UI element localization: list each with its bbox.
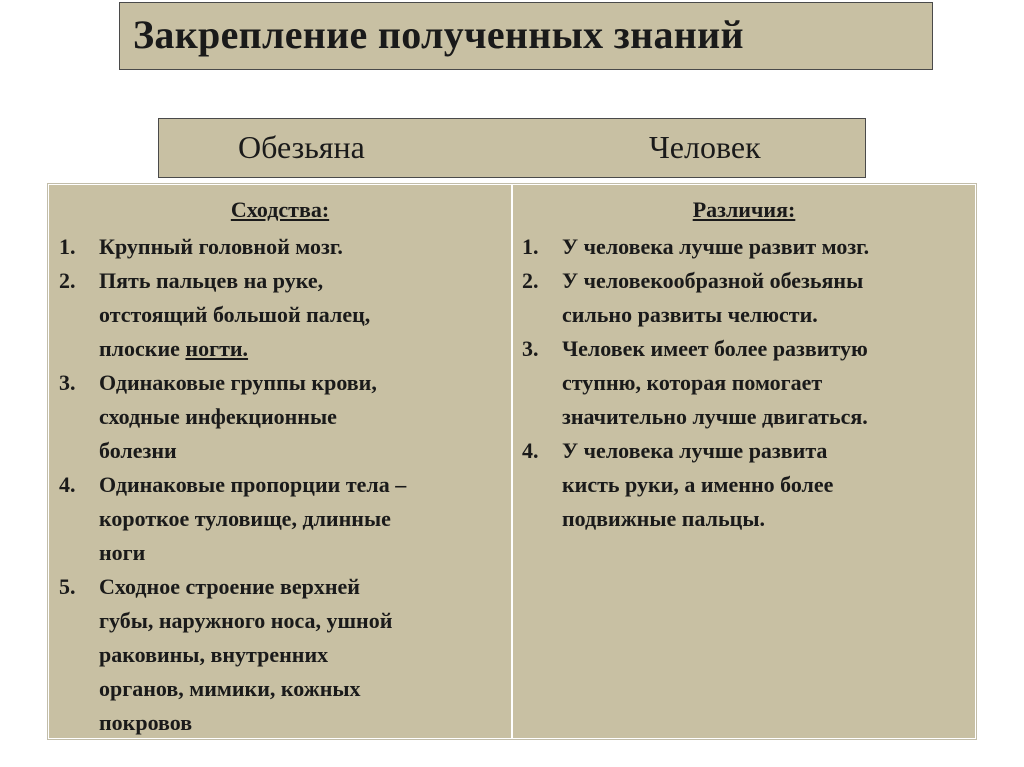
item-number: 5. xyxy=(59,574,76,599)
list-item xyxy=(49,468,511,570)
list-item xyxy=(49,230,511,264)
list-item xyxy=(49,264,511,366)
header-monkey-label: Обезьяна xyxy=(238,129,365,165)
item-line: У человека лучше развит мозг. xyxy=(562,234,870,259)
list-item xyxy=(49,366,511,468)
item-line: У человекообразной обезьяны xyxy=(562,268,864,293)
item-line: органов, мимики, кожных xyxy=(99,676,361,701)
item-line: Сходное строение верхней xyxy=(99,574,360,599)
item-text xyxy=(562,332,975,434)
title-box xyxy=(119,2,933,70)
item-number: 1. xyxy=(59,234,76,259)
item-line: Одинаковые пропорции тела – xyxy=(99,472,407,497)
list-item xyxy=(513,434,975,536)
item-line: покровов xyxy=(99,710,193,735)
slide-title: Закрепление полученных знаний xyxy=(133,12,744,57)
header-human-label: Человек xyxy=(649,129,761,165)
list-item xyxy=(49,570,511,740)
item-text xyxy=(562,434,975,536)
list-item xyxy=(513,230,975,264)
item-line: ступню, которая помогает xyxy=(562,370,823,395)
list-item xyxy=(513,332,975,434)
item-line: У человека лучше развита xyxy=(562,438,828,463)
comparison-table xyxy=(47,183,977,740)
differences-list xyxy=(513,230,975,536)
item-number: 3. xyxy=(59,370,76,395)
item-line: раковины, внутренних xyxy=(99,642,329,667)
item-text xyxy=(99,230,511,264)
item-line: значительно лучше двигаться. xyxy=(562,404,868,429)
item-text xyxy=(99,264,511,366)
list-item xyxy=(513,264,975,332)
item-line: кисть руки, а именно более xyxy=(562,472,834,497)
item-number: 1. xyxy=(522,234,539,259)
comparison-header xyxy=(158,118,866,178)
item-line xyxy=(99,332,511,366)
similarities-list xyxy=(49,230,511,740)
item-line: сильно развиты челюсти. xyxy=(562,302,818,327)
item-line: подвижные пальцы. xyxy=(562,506,765,531)
item-line: ноги xyxy=(99,540,146,565)
item-number: 2. xyxy=(59,268,76,293)
item-line: Человек имеет более развитую xyxy=(562,336,868,361)
item-number: 4. xyxy=(59,472,76,497)
item-text xyxy=(562,264,975,332)
item-line: Пять пальцев на руке, xyxy=(99,268,324,293)
item-text xyxy=(99,570,511,740)
item-line-start: плоские xyxy=(99,336,186,361)
item-line: короткое туловище, длинные xyxy=(99,506,391,531)
item-text xyxy=(99,366,511,468)
item-number: 2. xyxy=(522,268,539,293)
similarities-heading: Сходства: xyxy=(230,197,330,222)
item-text xyxy=(99,468,511,570)
differences-column xyxy=(513,185,975,738)
item-line: губы, наружного носа, ушной xyxy=(99,608,393,633)
item-text xyxy=(562,230,975,264)
item-line: сходные инфекционные xyxy=(99,404,337,429)
item-number: 3. xyxy=(522,336,539,361)
item-line: болезни xyxy=(99,438,177,463)
item-line: отстоящий большой палец, xyxy=(99,302,371,327)
differences-heading: Различия: xyxy=(692,197,796,222)
item-number: 4. xyxy=(522,438,539,463)
similarities-column xyxy=(49,185,511,738)
item-line: Одинаковые группы крови, xyxy=(99,370,377,395)
item-line: Крупный головной мозг. xyxy=(99,234,343,259)
underlined-word: ногти. xyxy=(185,336,249,361)
